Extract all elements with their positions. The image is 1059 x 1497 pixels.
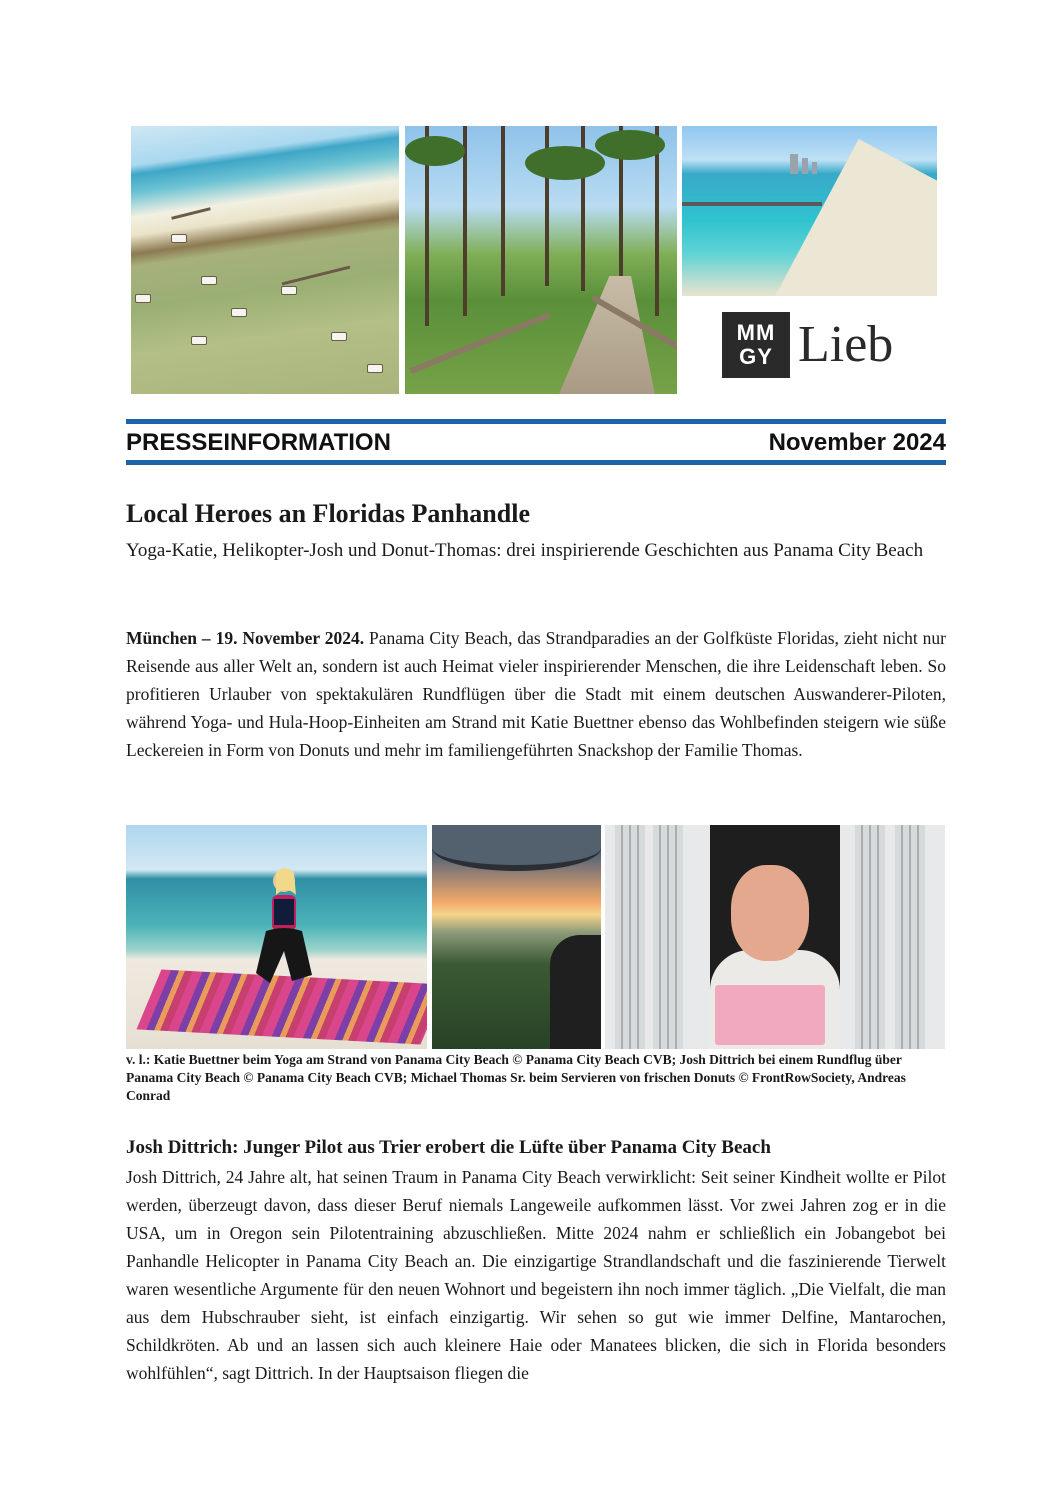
subheadline: Yoga-Katie, Helikopter-Josh und Donut-Thomas: drei inspirierende Geschichten aus Panama City Beach [126,540,924,561]
photo-katie-yoga [126,825,427,1049]
yoga-person-figure [256,865,312,995]
photo-josh-helicopter [432,825,601,1049]
photo-beach-pier [682,126,937,296]
header-rule-top [126,419,946,424]
photo-caption: v. l.: Katie Buettner beim Yoga am Strand von Panama City Beach © Panama City Beach CVB; Josh Dittrich bei einem Rundflug über Panama City Beach © Panama City Beach CVB; Michael Thomas Sr. beim Servieren von frischen Donuts © FrontRowSociety, Andreas Conrad [126,1052,906,1103]
section-heading: Josh Dittrich: Junger Pilot aus Trier erobert die Lüfte über Panama City Beach [126,1137,771,1158]
mmgy-lieb-logo [722,310,922,380]
header-rule-bottom [126,460,946,465]
dateline: München – 19. November 2024. [126,628,365,648]
logo-mark: MM GY [722,312,790,378]
logo-wordmark: Lieb [798,316,894,373]
photo-boardwalk-pines [405,126,677,394]
press-date: November 2024 [768,429,946,456]
intro-text: Panama City Beach, das Strandparadies an der Golfküste Floridas, zieht nicht nur Reisende aus aller Welt an, sondern ist auch Heimat vieler inspirierender Menschen, die ihre Leidenschaft leben. So profitieren Urlauber von spektakulären Rundflügen über die Stadt mit einem deutschen Auswanderer-Piloten, während Yoga- und Hula-Hoop-Einheiten am Strand mit Katie Buettner ebenso das Wohlbefinden steigern wie süße Leckereien in Form von Donuts und mehr im familiengeführten Snackshop der Familie Thomas. [126,628,946,760]
press-label: PRESSEINFORMATION [126,429,391,456]
photo-aerial-sandbar [131,126,399,394]
photo-michael-donuts [605,825,945,1049]
headline: Local Heroes an Floridas Panhandle [126,499,530,528]
intro-paragraph [126,624,946,764]
section-paragraph: Josh Dittrich, 24 Jahre alt, hat seinen Traum in Panama City Beach verwirklicht: Seit seiner Kindheit wollte er Pilot werden, überzeugt davon, dass dieser Beruf niemals Langeweile aufkommen lässt. Vor zwei Jahren zog er in die USA, um in Oregon sein Pilotentraining abzuschließen. Mitte 2024 nahm er schließlich ein Jobangebot bei Panhandle Helicopter in Panama City Beach an. Die einzigartige Strandlandschaft und die faszinierende Tierwelt waren wesentliche Argumente für den neuen Wohnort und begeistern ihn noch immer täglich. „Die Vielfalt, die man aus dem Hubschrauber sieht, ist einfach einzigartig. Wir sehen so gut wie immer Delfine, Mantarochen, Schildkröten. Ab und an lassen sich auch kleinere Haie oder Manatees blicken, die sich in Florida besonders wohlfühlen“, sagt Dittrich. In der Hauptsaison fliegen die [126,1167,946,1383]
